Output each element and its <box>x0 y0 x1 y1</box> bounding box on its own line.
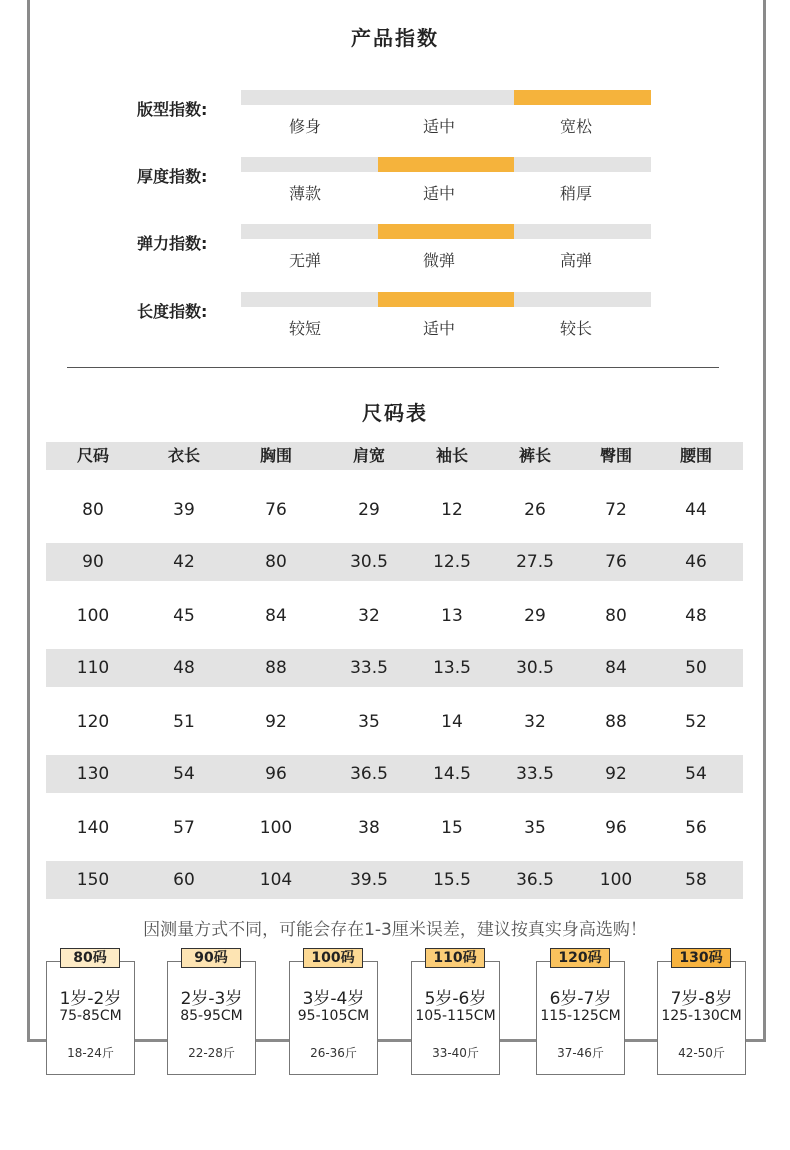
table-cell: 48 <box>685 606 707 626</box>
table-cell: 100 <box>599 870 633 890</box>
table-header-cell: 臀围 <box>599 446 632 465</box>
table-cell: 84 <box>605 658 627 678</box>
table-cell: 14.5 <box>433 764 471 784</box>
table-cell: 56 <box>685 818 707 838</box>
size-guide-card <box>411 961 500 1075</box>
table-cell: 39.5 <box>350 870 388 890</box>
index-bar <box>241 292 651 307</box>
table-cell: 33.5 <box>350 658 388 678</box>
index-bar <box>241 90 651 105</box>
table-cell: 60 <box>173 870 195 890</box>
table-cell: 13 <box>441 606 463 626</box>
size-guide-card <box>657 961 746 1075</box>
index-option-label: 适中 <box>422 117 455 136</box>
table-cell: 30.5 <box>516 658 554 678</box>
table-row <box>46 649 743 687</box>
table-cell: 150 <box>76 870 110 890</box>
table-cell: 88 <box>265 658 287 678</box>
age-range: 2岁-3岁 <box>180 989 243 1009</box>
index-bar-segment <box>241 292 378 307</box>
table-cell: 100 <box>76 606 110 626</box>
height-range: 115-125CM <box>540 1008 621 1024</box>
table-cell: 29 <box>524 606 546 626</box>
weight-range: 37-46斤 <box>557 1046 604 1060</box>
size-tag: 90码 <box>181 948 241 968</box>
table-cell: 130 <box>76 764 110 784</box>
index-option-label: 修身 <box>288 117 321 136</box>
table-cell: 26 <box>524 500 546 520</box>
index-bar-segment <box>241 224 378 239</box>
table-cell: 45 <box>173 606 195 626</box>
table-cell: 32 <box>358 606 380 626</box>
age-range: 5岁-6岁 <box>424 989 487 1009</box>
index-bar-segment <box>378 90 515 105</box>
table-cell: 27.5 <box>516 552 554 572</box>
index-bar <box>241 157 651 172</box>
size-guide-card <box>167 961 256 1075</box>
table-row <box>46 543 743 581</box>
table-cell: 33.5 <box>516 764 554 784</box>
table-header-cell: 胸围 <box>259 446 292 465</box>
table-cell: 48 <box>173 658 195 678</box>
table-header-cell: 裤长 <box>518 446 551 465</box>
table-cell: 44 <box>685 500 707 520</box>
index-bar-segment <box>378 224 515 239</box>
size-guide-card <box>536 961 625 1075</box>
index-bar-segment <box>514 90 651 105</box>
table-cell: 36.5 <box>350 764 388 784</box>
size-guide-card <box>46 961 135 1075</box>
table-header-cell: 衣长 <box>167 446 200 465</box>
index-bar-segment <box>378 157 515 172</box>
table-cell: 92 <box>265 712 287 732</box>
table-cell: 96 <box>605 818 627 838</box>
height-range: 85-95CM <box>180 1008 243 1024</box>
table-cell: 104 <box>259 870 293 890</box>
size-tag: 130码 <box>671 948 731 968</box>
table-cell: 76 <box>265 500 287 520</box>
table-cell: 36.5 <box>516 870 554 890</box>
index-bar <box>241 224 651 239</box>
age-range: 3岁-4岁 <box>302 989 365 1009</box>
table-cell: 110 <box>76 658 110 678</box>
measurement-note: 因测量方式不同，可能会存在1-3厘米误差，建议按真实身高选购！ <box>143 920 647 940</box>
table-cell: 100 <box>259 818 293 838</box>
age-range: 1岁-2岁 <box>59 989 122 1009</box>
table-cell: 50 <box>685 658 707 678</box>
table-header-cell: 肩宽 <box>352 446 385 465</box>
index-option-label: 微弹 <box>422 251 455 270</box>
index-bar-segment <box>241 90 378 105</box>
table-row <box>46 491 743 529</box>
table-cell: 80 <box>82 500 104 520</box>
weight-range: 42-50斤 <box>678 1046 725 1060</box>
table-cell: 29 <box>358 500 380 520</box>
size-tag: 80码 <box>60 948 120 968</box>
height-range: 125-130CM <box>661 1008 742 1024</box>
table-row <box>46 755 743 793</box>
table-cell: 54 <box>173 764 195 784</box>
table-cell: 12 <box>441 500 463 520</box>
index-option-label: 无弹 <box>288 251 321 270</box>
size-guide-card <box>289 961 378 1075</box>
size-chart-title: 尺码表 <box>362 401 428 425</box>
table-row <box>46 703 743 741</box>
index-label: 长度指数: <box>137 302 208 321</box>
table-cell: 12.5 <box>433 552 471 572</box>
table-header-cell: 袖长 <box>435 446 468 465</box>
weight-range: 22-28斤 <box>188 1046 235 1060</box>
index-option-label: 适中 <box>422 184 455 203</box>
table-cell: 15.5 <box>433 870 471 890</box>
weight-range: 33-40斤 <box>432 1046 479 1060</box>
table-cell: 80 <box>265 552 287 572</box>
table-row <box>46 597 743 635</box>
index-bar-segment <box>514 224 651 239</box>
size-tag: 100码 <box>303 948 363 968</box>
table-cell: 84 <box>265 606 287 626</box>
index-option-label: 高弹 <box>559 251 592 270</box>
index-label: 版型指数: <box>137 100 208 119</box>
index-bar-segment <box>514 157 651 172</box>
table-cell: 92 <box>605 764 627 784</box>
index-bar-segment <box>514 292 651 307</box>
table-cell: 96 <box>265 764 287 784</box>
table-row <box>46 861 743 899</box>
age-range: 6岁-7岁 <box>549 989 612 1009</box>
age-range: 7岁-8岁 <box>670 989 733 1009</box>
table-header-cell: 腰围 <box>679 446 712 465</box>
index-option-label: 较长 <box>559 319 592 338</box>
table-header-row <box>46 442 743 470</box>
size-tag: 110码 <box>425 948 485 968</box>
table-cell: 42 <box>173 552 195 572</box>
product-index-title: 产品指数 <box>351 26 439 50</box>
table-cell: 90 <box>82 552 104 572</box>
index-bar-segment <box>378 292 515 307</box>
index-option-label: 薄款 <box>288 184 321 203</box>
height-range: 75-85CM <box>59 1008 122 1024</box>
table-cell: 80 <box>605 606 627 626</box>
table-cell: 72 <box>605 500 627 520</box>
height-range: 105-115CM <box>415 1008 496 1024</box>
table-header-cell: 尺码 <box>76 446 109 465</box>
table-cell: 54 <box>685 764 707 784</box>
table-cell: 30.5 <box>350 552 388 572</box>
table-cell: 57 <box>173 818 195 838</box>
table-row <box>46 809 743 847</box>
table-cell: 52 <box>685 712 707 732</box>
table-cell: 35 <box>358 712 380 732</box>
table-cell: 35 <box>524 818 546 838</box>
table-cell: 76 <box>605 552 627 572</box>
table-cell: 88 <box>605 712 627 732</box>
table-cell: 14 <box>441 712 463 732</box>
table-cell: 39 <box>173 500 195 520</box>
weight-range: 26-36斤 <box>310 1046 357 1060</box>
table-cell: 120 <box>76 712 110 732</box>
index-label: 弹力指数: <box>137 234 208 253</box>
index-option-label: 较短 <box>288 319 321 338</box>
height-range: 95-105CM <box>297 1008 370 1024</box>
index-option-label: 稍厚 <box>559 184 592 203</box>
weight-range: 18-24斤 <box>67 1046 114 1060</box>
size-table <box>46 442 743 890</box>
index-option-label: 适中 <box>422 319 455 338</box>
index-label: 厚度指数: <box>137 167 208 186</box>
table-cell: 13.5 <box>433 658 471 678</box>
index-option-label: 宽松 <box>559 117 592 136</box>
section-divider <box>67 367 719 368</box>
table-cell: 51 <box>173 712 195 732</box>
table-cell: 140 <box>76 818 110 838</box>
size-tag: 120码 <box>550 948 610 968</box>
table-cell: 38 <box>358 818 380 838</box>
table-cell: 15 <box>441 818 463 838</box>
index-bar-segment <box>241 157 378 172</box>
table-cell: 58 <box>685 870 707 890</box>
table-cell: 46 <box>685 552 707 572</box>
table-cell: 32 <box>524 712 546 732</box>
